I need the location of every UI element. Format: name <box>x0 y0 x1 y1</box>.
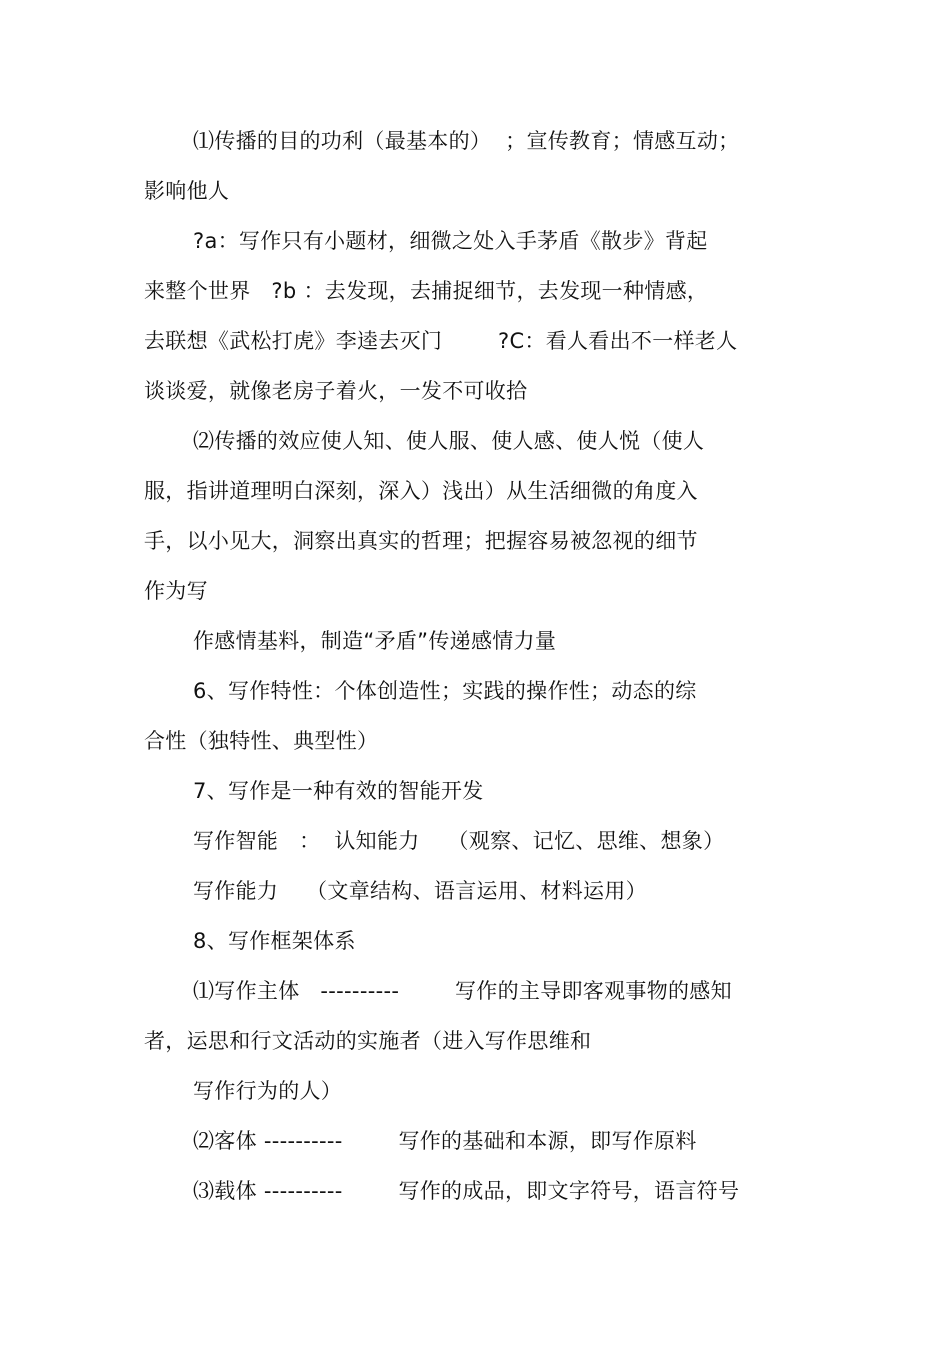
paragraph-line: 作感情基料，制造“矛盾”传递感情力量 <box>193 629 557 653</box>
paragraph-line: 谈谈爱，就像老房子着火，一发不可收拾 <box>144 379 528 403</box>
paragraph-line: ⑶载体 ---------- 写作的成品，即文字符号，语言符号 <box>193 1179 740 1203</box>
paragraph-line: 6、写作特性：个体创造性；实践的操作性；动态的综 <box>193 679 697 703</box>
paragraph-line: 影响他人 <box>144 179 230 203</box>
paragraph-line: ⑴传播的目的功利（最基本的） ；宣传教育；情感互动； <box>193 129 740 153</box>
paragraph-line: ⑴写作主体 ---------- 写作的主导即客观事物的感知 <box>193 979 732 1003</box>
paragraph-line: ⑵传播的效应使人知、使人服、使人感、使人悦（使人 <box>193 429 705 453</box>
paragraph-line: 合性（独特性、典型性） <box>144 729 379 753</box>
paragraph-line: 者，运思和行文活动的实施者（进入写作思维和 <box>144 1029 592 1053</box>
paragraph-line: 写作行为的人） <box>193 1079 343 1103</box>
paragraph-line: 作为写 <box>144 579 208 603</box>
paragraph-line: ⑵客体 ---------- 写作的基础和本源，即写作原料 <box>193 1129 697 1153</box>
paragraph-line: 写作能力 （文章结构、语言运用、材料运用） <box>193 879 647 903</box>
paragraph-line: 7、写作是一种有效的智能开发 <box>193 779 484 803</box>
paragraph-line: 手，以小见大，洞察出真实的哲理；把握容易被忽视的细节 <box>144 529 698 553</box>
paragraph-line: 写作智能 ： 认知能力 （观察、记忆、思维、想象） <box>193 829 725 853</box>
paragraph-line: 去联想《武松打虎》李逵去灭门 ?C：看人看出不一样老人 <box>144 329 738 353</box>
paragraph-line: ?a：写作只有小题材，细微之处入手茅盾《散步》背起 <box>193 229 708 253</box>
paragraph-line: 服，指讲道理明白深刻，深入）浅出）从生活细微的角度入 <box>144 479 698 503</box>
paragraph-line: 8、写作框架体系 <box>193 929 356 953</box>
paragraph-line: 来整个世界 ?b ：去发现，去捕捉细节，去发现一种情感， <box>144 279 709 303</box>
